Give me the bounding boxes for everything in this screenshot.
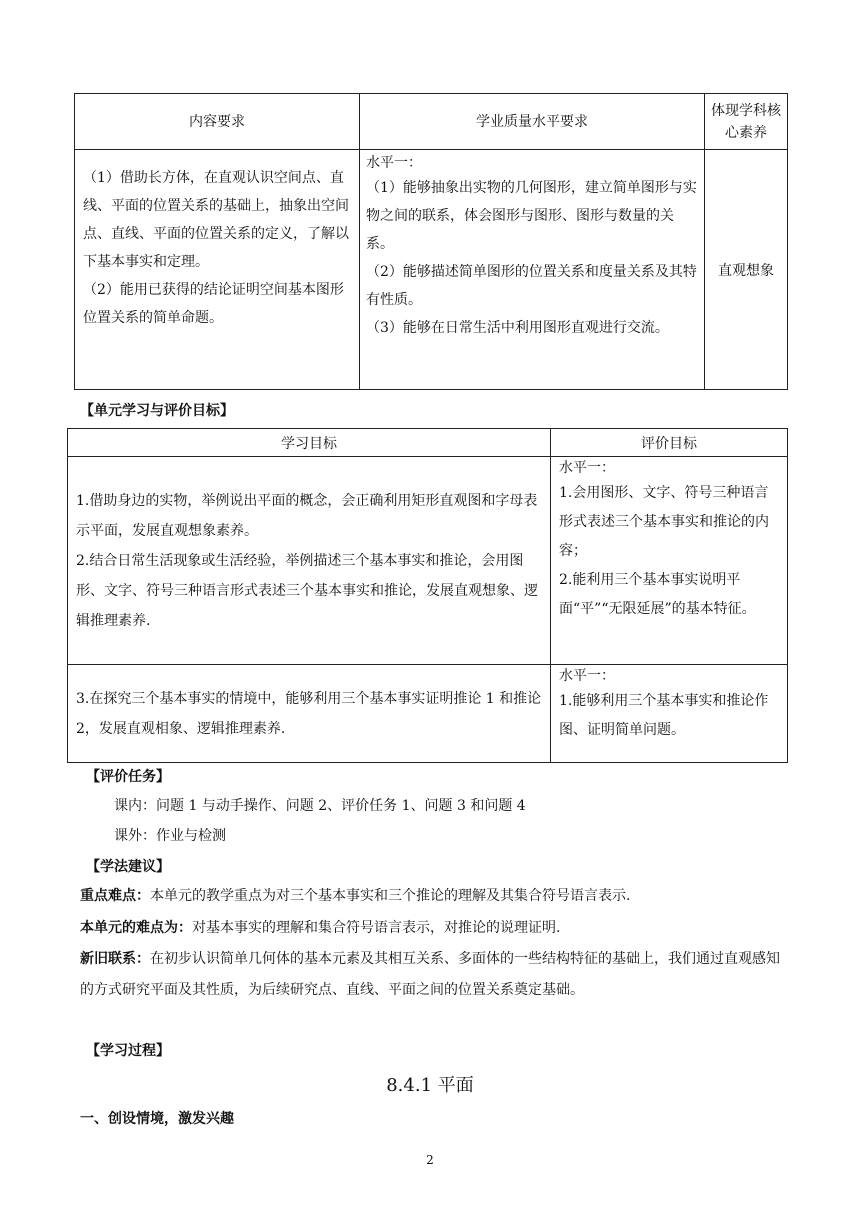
header-learning-goal: 学习目标 bbox=[68, 429, 551, 457]
lesson-title: 8.4.1 平面 bbox=[386, 1075, 474, 1096]
after-class-tasks: 课外：作业与检测 bbox=[114, 828, 226, 844]
key-points-line bbox=[80, 886, 630, 906]
header-core-literacy: 体现学科核心素养 bbox=[705, 94, 788, 150]
quality-item: （2）能够描述简单图形的位置关系和度量关系及其特有性质。 bbox=[366, 264, 697, 308]
content-requirements-table bbox=[74, 93, 788, 390]
eval-task-heading: 【评价任务】 bbox=[86, 769, 170, 785]
learning-goal-item: 1.借助身边的实物，举例说出平面的概念，会正确利用矩形直观图和字母表示平面，发展直观想象素养。 bbox=[76, 492, 538, 539]
old-new-link-paragraph bbox=[80, 944, 785, 1006]
page-number: 2 bbox=[426, 1153, 434, 1167]
goals-table bbox=[67, 428, 788, 763]
evaluation-goal-item: 2.能利用三个基本事实说明平面“平”“无限延展”的基本特征。 bbox=[559, 572, 756, 617]
key-points-label: 重点难点： bbox=[80, 888, 150, 904]
difficulty-label: 本单元的难点为： bbox=[80, 920, 192, 936]
learning-goal-item: 3.在探究三个基本事实的情境中，能够利用三个基本事实证明推论 1 和推论 2，发展直观相象、逻辑推理素养. bbox=[76, 690, 542, 737]
in-class-tasks: 课内：问题 1 与动手操作、问题 2、评价任务 1、问题 3 和问题 4 bbox=[114, 798, 526, 814]
quality-level-cell bbox=[360, 150, 705, 390]
header-quality-level: 学业质量水平要求 bbox=[360, 94, 705, 150]
core-literacy-cell: 直观想象 bbox=[705, 150, 788, 390]
learning-goal-cell bbox=[68, 665, 551, 763]
old-new-link-label: 新旧联系： bbox=[80, 951, 150, 967]
part1-heading: 一、创设情境，激发兴趣 bbox=[80, 1111, 234, 1127]
study-advice-heading: 【学法建议】 bbox=[86, 859, 170, 875]
evaluation-goal-cell bbox=[551, 457, 788, 665]
old-new-link-text: 在初步认识简单几何体的基本元素及其相互关系、多面体的一些结构特征的基础上，我们通过直观感知的方式研究平面及其性质，为后续研究点、直线、平面之间的位置关系奠定基础。 bbox=[80, 951, 780, 998]
difficulty-text: 对基本事实的理解和集合符号语言表示，对推论的说理证明. bbox=[192, 920, 561, 936]
requirement-item: （2）能用已获得的结论证明空间基本图形位置关系的简单命题。 bbox=[83, 282, 344, 326]
header-content-requirement: 内容要求 bbox=[75, 94, 360, 150]
requirement-item: （1）借助长方体，在直观认识空间点、直线、平面的位置关系的基础上，抽象出空间点、直线、平面的位置关系的定义，了解以下基本事实和定理。 bbox=[83, 170, 349, 270]
evaluation-goal-item: 1.会用图形、文字、符号三种语言形式表述三个基本事实和推论的内容； bbox=[559, 485, 769, 559]
evaluation-goal-cell bbox=[551, 665, 788, 763]
unit-goals-heading: 【单元学习与评价目标】 bbox=[80, 403, 234, 419]
quality-item: （3）能够在日常生活中利用图形直观进行交流。 bbox=[366, 320, 669, 336]
level-label: 水平一： bbox=[559, 668, 615, 684]
key-points-text: 本单元的教学重点为对三个基本事实和三个推论的理解及其集合符号语言表示. bbox=[150, 888, 631, 904]
quality-item: （1）能够抽象出实物的几何图形，建立简单图形与实物之间的联系，体会图形与图形、图形与数量的关系。 bbox=[366, 180, 697, 252]
level-label: 水平一： bbox=[366, 155, 422, 171]
learning-goal-cell bbox=[68, 457, 551, 665]
content-requirement-cell bbox=[75, 150, 360, 390]
process-heading: 【学习过程】 bbox=[86, 1043, 170, 1059]
level-label: 水平一： bbox=[559, 460, 615, 476]
header-evaluation-goal: 评价目标 bbox=[551, 429, 788, 457]
evaluation-goal-item: 1.能够利用三个基本事实和推论作图、证明简单问题。 bbox=[559, 693, 769, 738]
difficulty-line bbox=[80, 918, 560, 938]
learning-goal-item: 2.结合日常生活现象或生活经验，举例描述三个基本事实和推论，会用图形、文字、符号三种语言形式表述三个基本事实和推论，发展直观想象、逻辑推理素养. bbox=[76, 552, 538, 629]
